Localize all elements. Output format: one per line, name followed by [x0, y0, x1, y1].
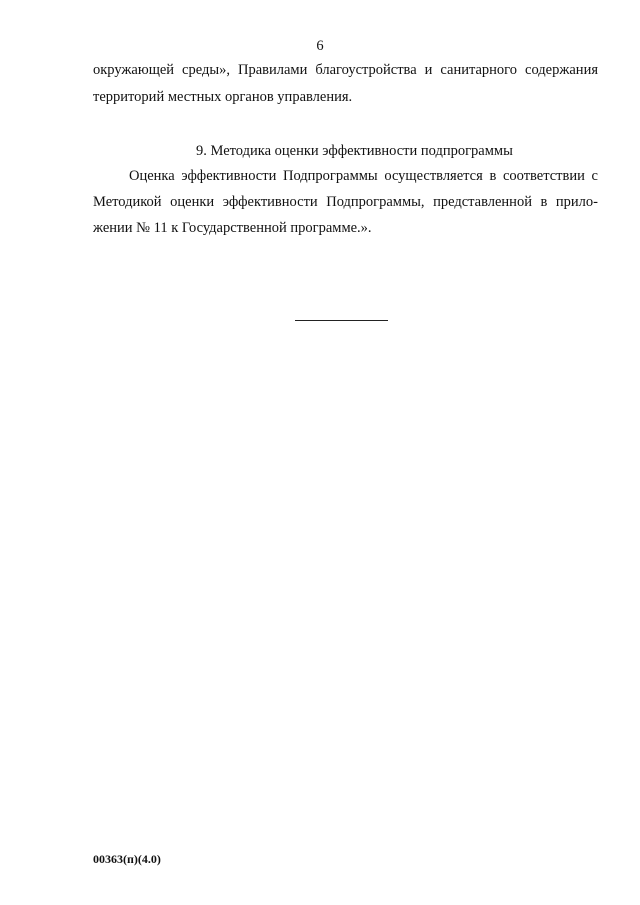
end-separator-line [295, 320, 388, 321]
page-number: 6 [316, 38, 324, 54]
document-code: 00363(п)(4.0) [93, 852, 161, 866]
section-line-1: Оценка эффективности Подпрограммы осуществляется в соответствии с [129, 168, 598, 184]
section-line-2: Методикой оценки эффективности Подпрограммы, представленной в прило- [93, 194, 598, 210]
paragraph-1-line-1: окружающей среды», Правилами благоустройства и санитарного содержания [93, 62, 598, 78]
section-line-3: жении № 11 к Государственной программе.». [93, 220, 372, 236]
paragraph-1-line-2: территорий местных органов управления. [93, 89, 353, 105]
section-heading: 9. Методика оценки эффективности подпрограммы [196, 143, 513, 159]
